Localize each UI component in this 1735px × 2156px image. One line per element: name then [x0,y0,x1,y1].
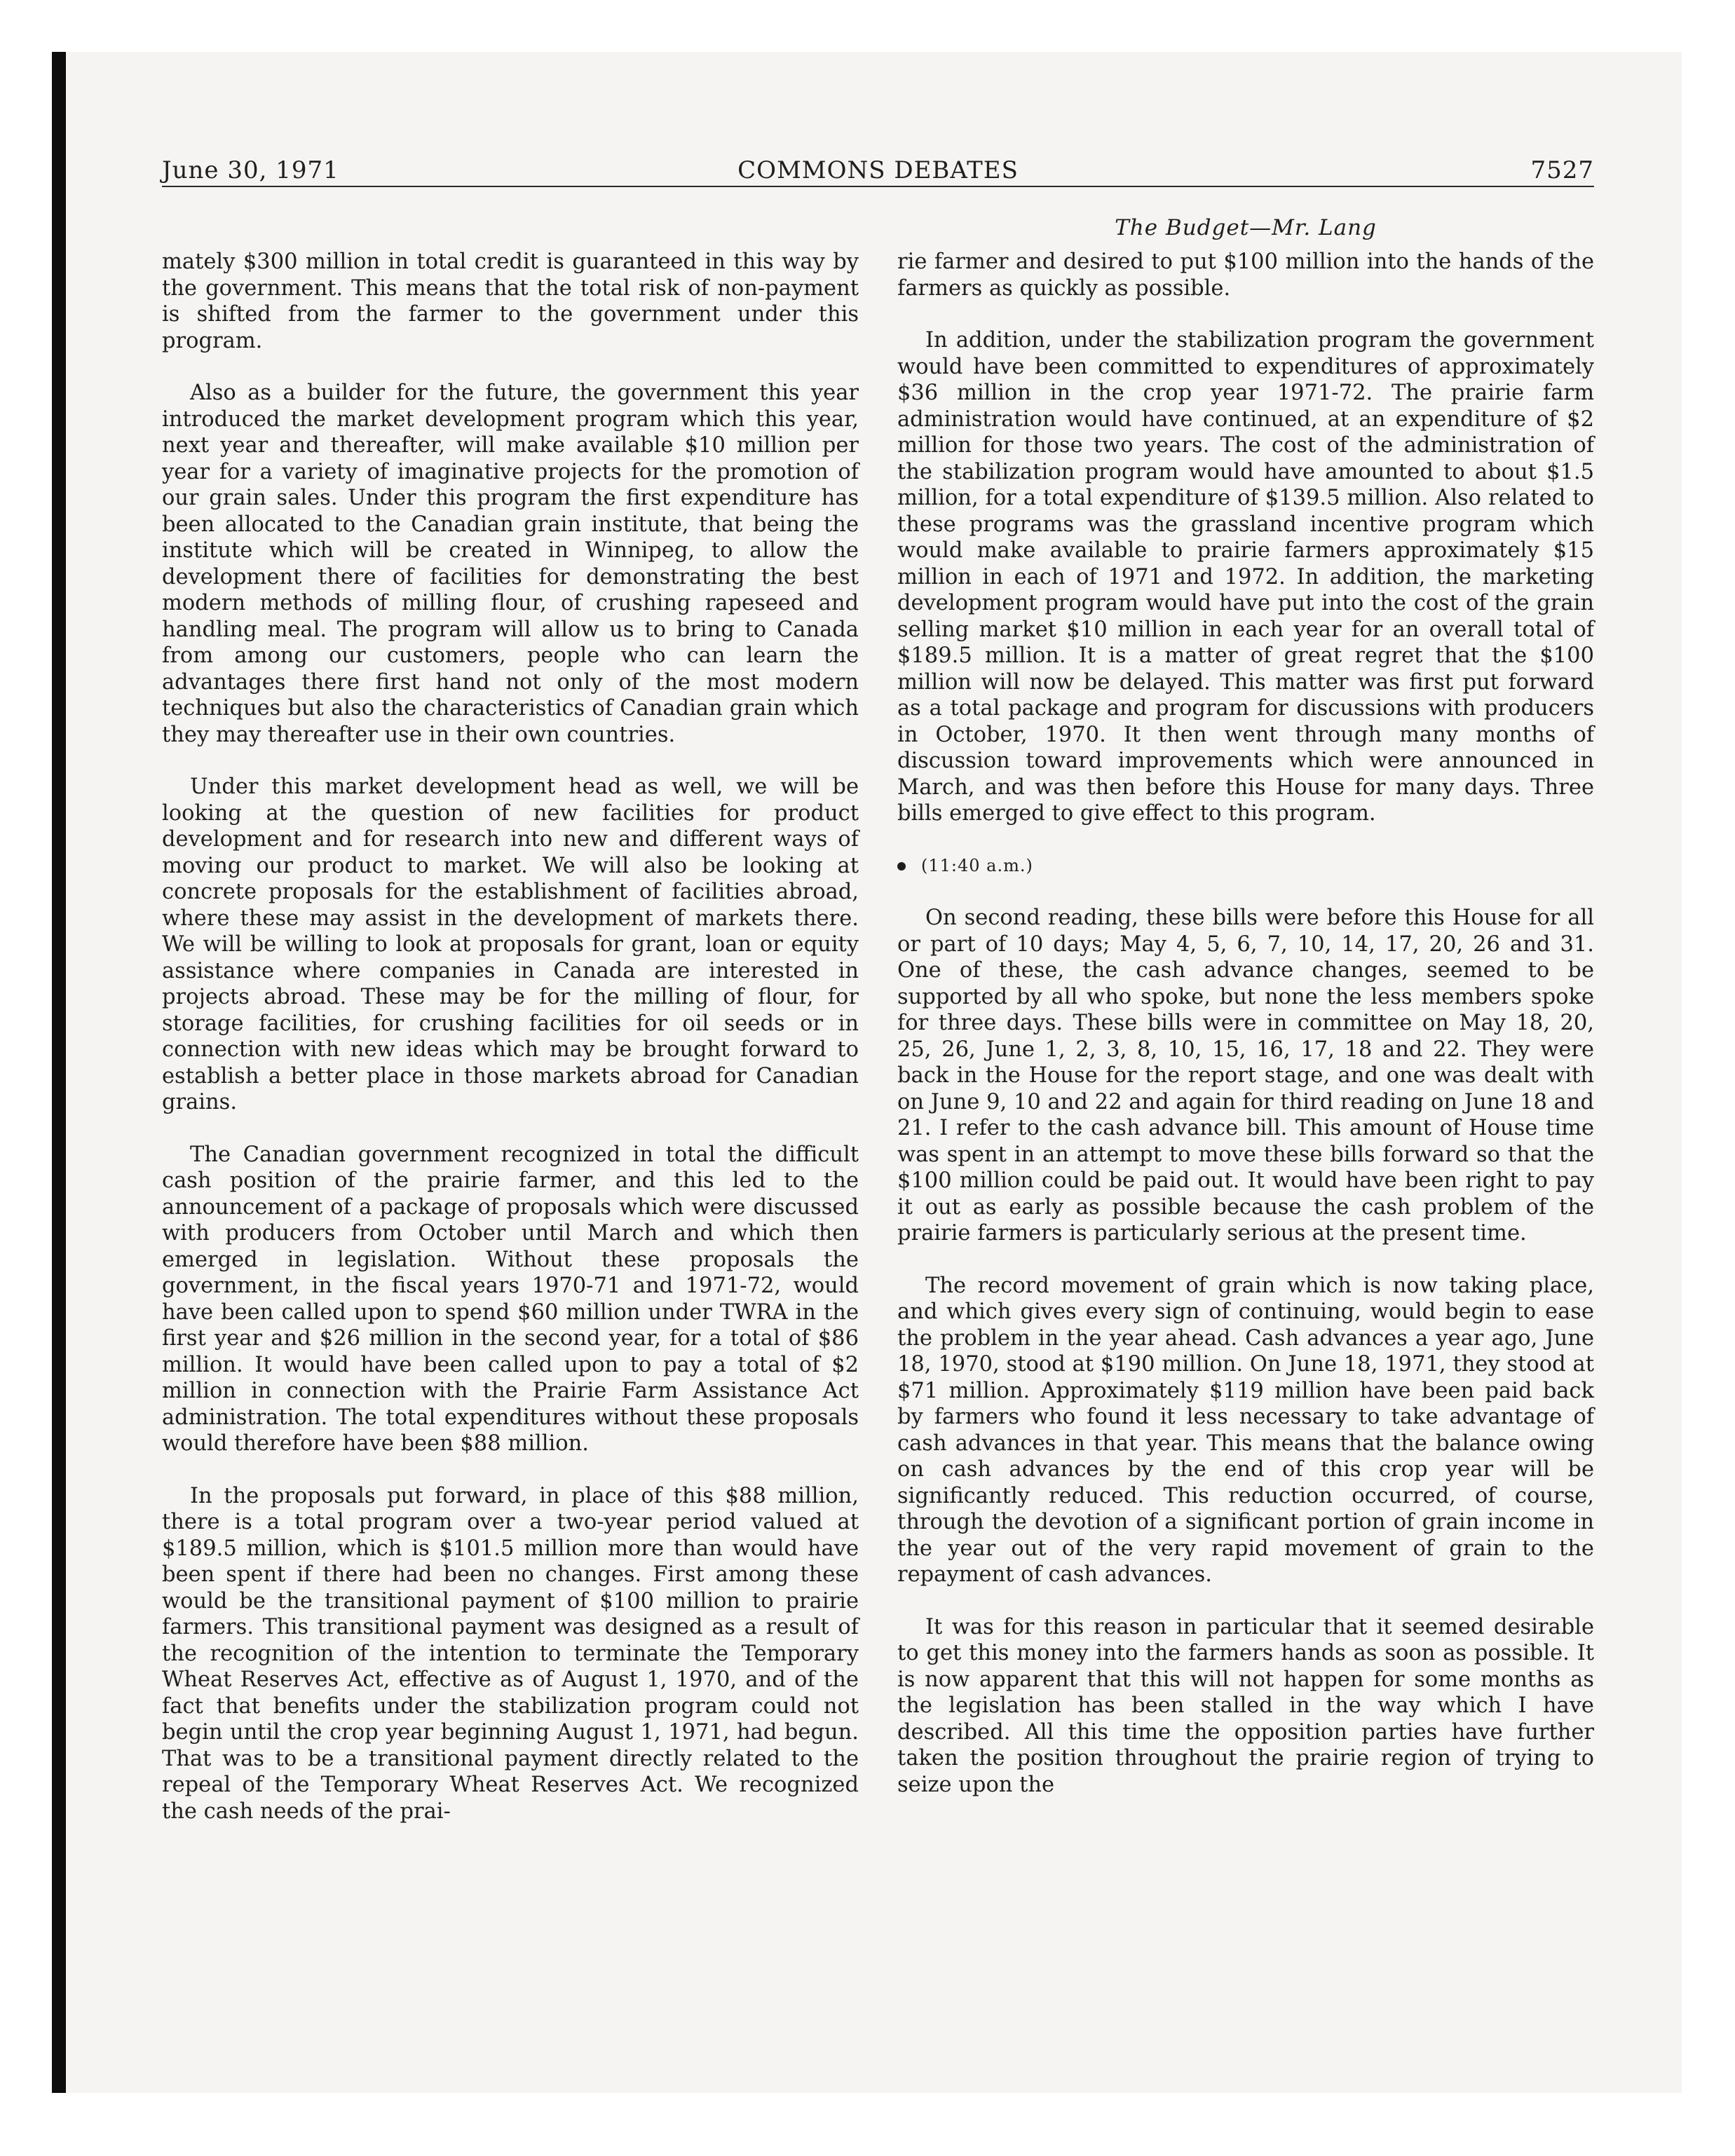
paragraph: It was for this reason in particular that it seemed desirable to get this money into the farmers hands as soon as possible. It is now apparent that this will not happen for some months as the legislation has been stalled in the way which I have described. All this time the opposition parties have further taken the position throughout the prairie region of trying to seize upon the [897,1614,1594,1797]
paragraph: Under this market development head as well, we will be looking at the question of new facilities for product development and for research into new and different ways of moving our product to market. We will also be looking at concrete proposals for the establishment of facilities abroad, where these may assist in the development of markets there. We will be willing to look at proposals for grant, loan or equity assistance where companies in Canada are interested in projects abroad. These may be for the milling of flour, for storage facilities, for crushing facilities for oil seeds or in connection with new ideas which may be brought forward to establish a better place in those markets abroad for Canadian grains. [162,775,859,1114]
publication-title: COMMONS DEBATES [737,156,1019,184]
time-marker [897,853,1594,880]
scan-edge-shadow [52,52,66,2093]
paragraph: rie farmer and desired to put $100 million into the hands of the farmers as quickly as possible. [897,250,1594,301]
running-head [162,153,1594,188]
header-rule [162,186,1594,187]
time-marker-text: (11:40 a.m.) [921,855,1033,875]
paragraph: In the proposals put forward, in place of this $88 million, there is a total program over a two-year period valued at $189.5 million, which is $101.5 million more than would have been spent if there had been no changes. First among these would be the transitional payment of $100 million to prairie farmers. This transitional payment was designed as a result of the recognition of the intention to terminate the Temporary Wheat Reserves Act, effective as of August 1, 1970, and of the fact that benefits under the stabilization program could not begin until the crop year beginning August 1, 1971, had begun. That was to be a transitional payment directly related to the repeal of the Temporary Wheat Reserves Act. We recognized the cash needs of the prai- [162,1483,859,1824]
left-column [162,249,859,1850]
issue-date: June 30, 1971 [162,156,339,184]
paragraph: Also as a builder for the future, the government this year introduced the market development program which this year, next year and thereafter, will make available $10 million per year for a variety of imaginative projects for the promotion of our grain sales. Under this program the first expenditure has been allocated to the Canadian grain institute, that being the institute which will be created in Winnipeg, to allow the development there of facilities for demonstrating the best modern methods of milling flour, of crushing rapeseed and handling meal. The program will allow us to bring to Canada from among our customers, people who can learn the advantages there first hand not only of the most modern techniques but also the characteristics of Canadian grain which they may thereafter use in their own countries. [162,381,859,747]
page-number: 7527 [1530,156,1594,184]
paragraph: mately $300 million in total credit is guaranteed in this way by the government. This means that the total risk of non-payment is shifted from the farmer to the government under this program. [162,250,859,353]
paragraph: The Canadian government recognized in total the difficult cash position of the prairie farmer, and this led to the announcement of a package of proposals which were discussed with producers from October until March and which then emerged in legislation. Without these proposals the government, in the fiscal years 1970-71 and 1971-72, would have been called upon to spend $60 million under TWRA in the first year and $26 million in the second year, for a total of $86 million. It would have been called upon to pay a total of $2 million in connection with the Prairie Farm Assistance Act administration. The total expenditures without these proposals would therefore have been $88 million. [162,1142,859,1456]
right-column [897,249,1594,1824]
bullet-icon [897,862,906,871]
topic-heading: The Budget—Mr. Lang [1115,215,1377,240]
paragraph: On second reading, these bills were before this House for all or part of 10 days; May 4, 5, 6, 7, 10, 14, 17, 20, 26 and 31. One of these, the cash advance changes, seemed to be supported by all who spoke, but none the less members spoke for three days. These bills were in committee on May 18, 20, 25, 26, June 1, 2, 3, 8, 10, 15, 16, 17, 18 and 22. They were back in the House for the report stage, and one was dealt with on June 9, 10 and 22 and again for third reading on June 18 and 21. I refer to the cash advance bill. This amount of House time was spent in an attempt to move these bills forward so that the $100 million could be paid out. It would have been right to pay it out as early as possible because the cash problem of the prairie farmers is particularly serious at the present time. [897,906,1594,1246]
paragraph: In addition, under the stabilization program the government would have been committed to expenditures of approximately $36 million in the crop year 1971-72. The prairie farm administration would have continued, at an expenditure of $2 million for those two years. The cost of the administration of the stabilization program would have amounted to about $1.5 million, for a total expenditure of $139.5 million. Also related to these programs was the grassland incentive program which would make available to prairie farmers approximately $15 million in each of 1971 and 1972. In addition, the marketing development program would have put into the cost of the grain selling market $10 million in each year for an overall total of $189.5 million. It is a matter of great regret that the $100 million will now be delayed. This matter was first put forward as a total package and program for discussions with producers in October, 1970. It then went through many months of discussion toward improvements which were announced in March, and was then before this House for many days. Three bills emerged to give effect to this program. [897,328,1594,826]
paragraph: The record movement of grain which is now taking place, and which gives every sign of continuing, would begin to ease the problem in the year ahead. Cash advances a year ago, June 18, 1970, stood at $190 million. On June 18, 1971, they stood at $71 million. Approximately $119 million have been paid back by farmers who found it less necessary to take advantage of cash advances in that year. This means that the balance owing on cash advances by the end of this crop year will be significantly reduced. This reduction occurred, of course, through the devotion of a significant portion of grain income in the year out of the very rapid movement of grain to the repayment of cash advances. [897,1273,1594,1587]
